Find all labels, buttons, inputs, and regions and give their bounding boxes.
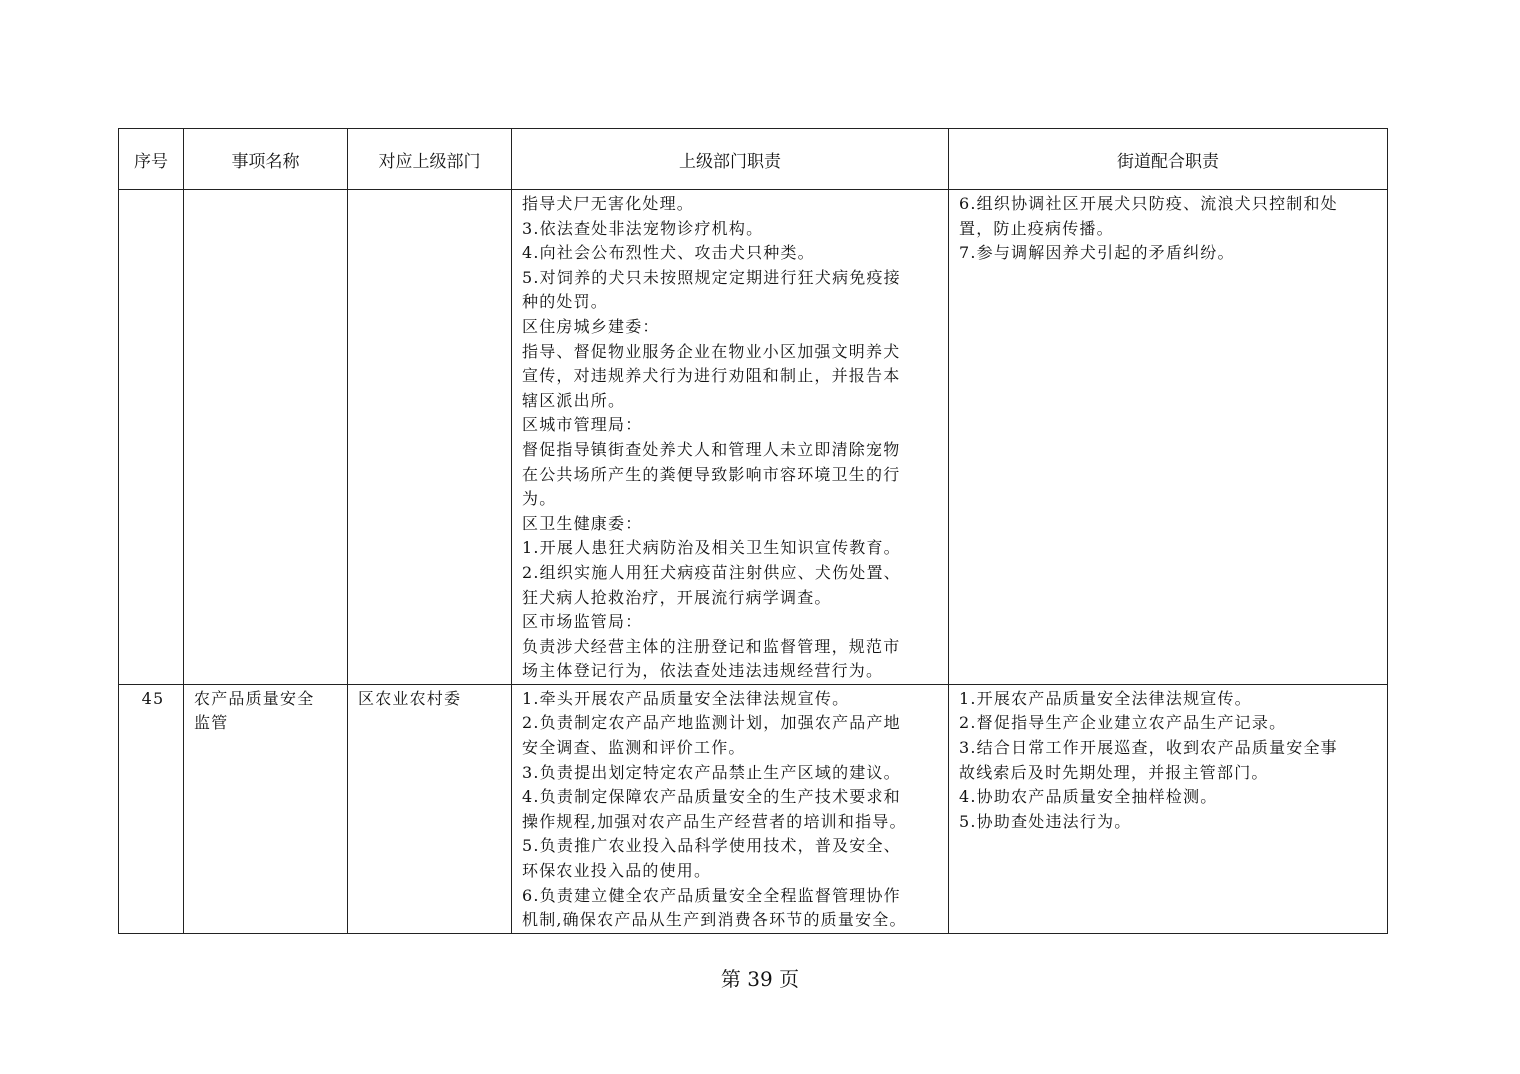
duty-line: 安全调查、监测和评价工作。: [522, 738, 746, 758]
duty-line: 宣传，对违规养犬行为进行劝阻和制止，并报告本: [522, 366, 901, 386]
street-duties-cell: [949, 190, 1388, 685]
superior-duties-cell: [512, 684, 949, 933]
duty-line: 指导、督促物业服务企业在物业小区加强文明养犬: [522, 341, 901, 361]
department-cell: [348, 190, 512, 685]
item-name-cell: [184, 190, 348, 685]
duty-line: 区卫生健康委：: [522, 513, 643, 533]
page-number: 第 39 页: [720, 967, 800, 991]
duties-table: [118, 128, 1388, 934]
duty-line: 区市场监管局：: [522, 612, 643, 632]
duty-line: 6.负责建立健全农产品质量安全全程监督管理协作: [522, 885, 901, 905]
duty-line: 指导犬尸无害化处理。: [522, 194, 695, 213]
duty-line: 6.组织协调社区开展犬只防疫、流浪犬只控制和处: [959, 194, 1338, 213]
superior-duties-cell: [512, 190, 949, 685]
duty-line: 3.结合日常工作开展巡查，收到农产品质量安全事: [959, 738, 1338, 758]
duty-line: 区住房城乡建委：: [522, 316, 660, 336]
item-name-line: 农产品质量安全: [194, 688, 315, 708]
department-cell: 区农业农村委: [348, 684, 512, 933]
table-row: [119, 190, 1388, 685]
street-duties-cell: [949, 684, 1388, 933]
duty-line: 在公共场所产生的粪便导致影响市容环境卫生的行: [522, 464, 901, 484]
header-number: 序号: [119, 129, 184, 190]
row-number: 45: [119, 684, 184, 933]
duty-line: 环保农业投入品的使用。: [522, 861, 712, 881]
duty-line: 5.负责推广农业投入品科学使用技术，普及安全、: [522, 836, 901, 856]
item-name-cell: [184, 684, 348, 933]
duty-line: 操作规程,加强对农产品生产经营者的培训和指导。: [522, 811, 907, 831]
item-name-line: 监管: [194, 713, 229, 733]
header-superior-dept: 对应上级部门: [348, 129, 512, 190]
duty-line: 5.对饲养的犬只未按照规定定期进行狂犬病免疫接: [522, 267, 901, 287]
duty-line: 督促指导镇街查处养犬人和管理人未立即清除宠物: [522, 439, 901, 459]
duty-line: 2.负责制定农产品产地监测计划，加强农产品产地: [522, 713, 901, 733]
duty-line: 为。: [522, 489, 557, 509]
duty-line: 1.开展农产品质量安全法律法规宣传。: [959, 688, 1252, 708]
duty-line: 置，防止疫病传播。: [959, 218, 1114, 238]
duty-line: 1.牵头开展农产品质量安全法律法规宣传。: [522, 688, 850, 708]
duty-line: 故线索后及时先期处理，并报主管部门。: [959, 762, 1269, 782]
duty-line: 狂犬病人抢救治疗，开展流行病学调查。: [522, 587, 832, 607]
duty-line: 4.向社会公布烈性犬、攻击犬只种类。: [522, 243, 815, 263]
duty-line: 3.依法查处非法宠物诊疗机构。: [522, 218, 764, 238]
duty-line: 区城市管理局：: [522, 415, 643, 435]
duty-line: 机制,确保农产品从生产到消费各环节的质量安全。: [522, 910, 907, 930]
duty-line: 2.组织实施人用狂犬病疫苗注射供应、犬伤处置、: [522, 562, 901, 582]
duty-line: 种的处罚。: [522, 292, 609, 312]
duty-line: 场主体登记行为，依法查处违法违规经营行为。: [522, 661, 884, 681]
duty-line: 7.参与调解因养犬引起的矛盾纠纷。: [959, 243, 1235, 263]
duty-line: 4.负责制定保障农产品质量安全的生产技术要求和: [522, 787, 901, 807]
row-number: [119, 190, 184, 685]
duty-line: 负责涉犬经营主体的注册登记和监督管理，规范市: [522, 636, 901, 656]
duty-line: 1.开展人患狂犬病防治及相关卫生知识宣传教育。: [522, 538, 901, 558]
duty-line: 辖区派出所。: [522, 390, 626, 410]
duty-line: 2.督促指导生产企业建立农产品生产记录。: [959, 713, 1287, 733]
duty-line: 5.协助查处违法行为。: [959, 811, 1132, 831]
duty-line: 4.协助农产品质量安全抽样检测。: [959, 787, 1218, 807]
table-row: [119, 684, 1388, 933]
duty-line: 3.负责提出划定特定农产品禁止生产区域的建议。: [522, 762, 901, 782]
header-superior-duties: 上级部门职责: [512, 129, 949, 190]
header-street-duties: 街道配合职责: [949, 129, 1388, 190]
table-header-row: [119, 129, 1388, 190]
header-item-name: 事项名称: [184, 129, 348, 190]
